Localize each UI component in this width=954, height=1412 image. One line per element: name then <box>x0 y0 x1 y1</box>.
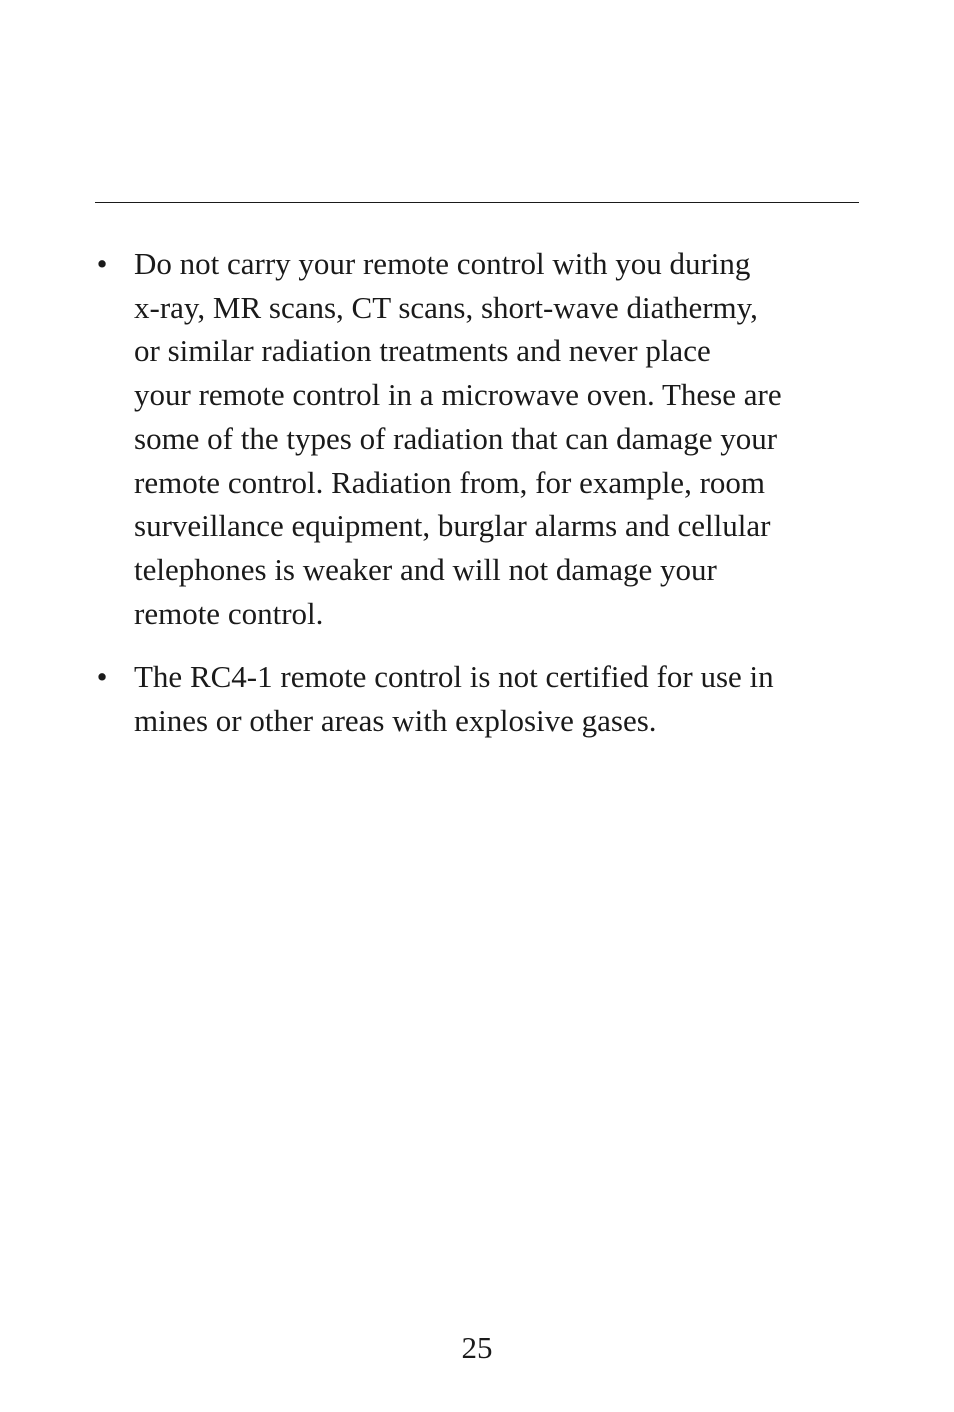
bullet-marker: • <box>96 246 108 281</box>
header-rule <box>95 202 859 203</box>
text-line: x-ray, MR scans, CT scans, short-wave diathermy, <box>134 289 758 325</box>
text-line: telephones is weaker and will not damage your <box>134 551 717 587</box>
page-number: 25 <box>461 1330 493 1365</box>
text-line: or similar radiation treatments and never place <box>134 333 711 369</box>
text-line: remote control. Radiation from, for example, room <box>134 464 766 500</box>
text-line: your remote control in a microwave oven. These are <box>134 377 782 413</box>
bullet-item-radiation <box>95 242 840 635</box>
safety-bullet-list <box>95 242 840 763</box>
text-line: mines or other areas with explosive gases. <box>134 703 657 739</box>
text-line: surveillance equipment, burglar alarms and cellular <box>134 508 771 544</box>
text-line: remote control. <box>134 595 324 631</box>
text-line: The RC4-1 remote control is not certified for use in <box>134 659 774 695</box>
bullet-marker: • <box>96 659 108 695</box>
bullet-text <box>134 242 840 635</box>
bullet-item-explosive-gases <box>95 655 840 742</box>
text-line: some of the types of radiation that can damage your <box>134 420 778 456</box>
text-line: Do not carry your remote control with you during <box>134 246 751 281</box>
bullet-text <box>134 655 840 742</box>
